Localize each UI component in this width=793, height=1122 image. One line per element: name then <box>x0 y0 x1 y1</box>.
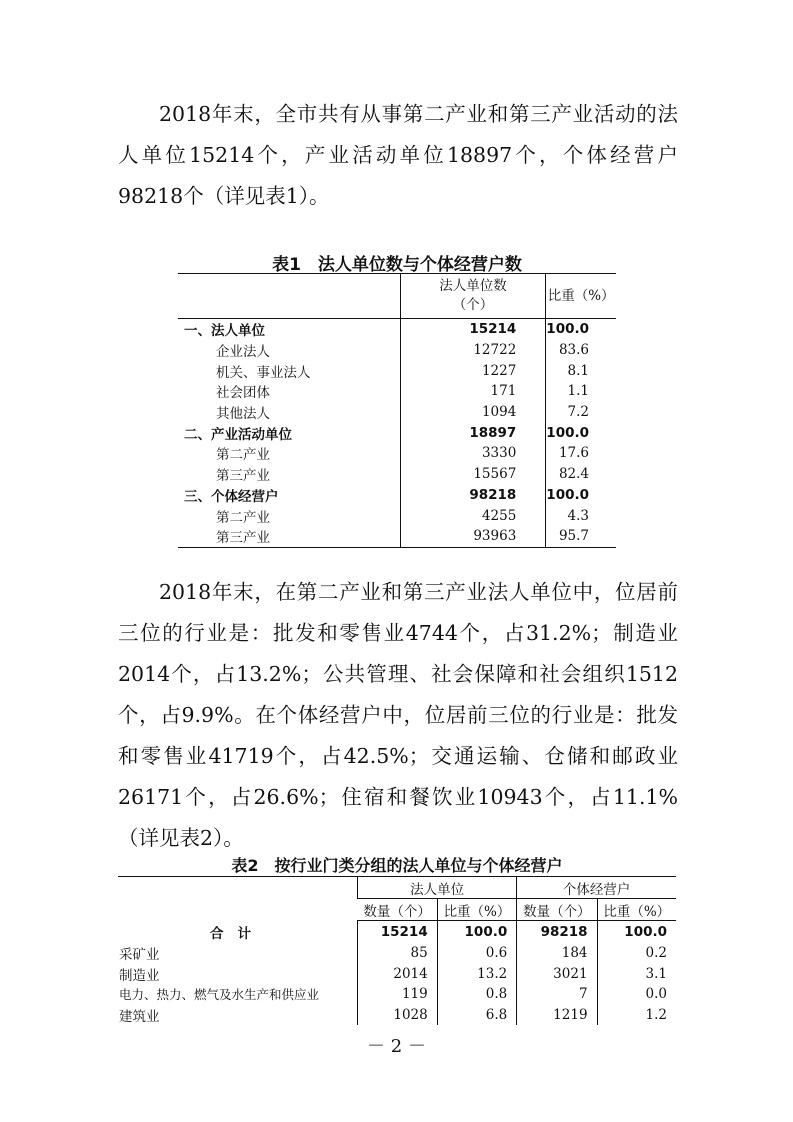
row-label: 合计 <box>210 925 265 942</box>
table2-group-legal-units: 法人单位 <box>358 877 517 899</box>
row-count: 93963 <box>400 526 546 547</box>
table1-row <box>178 340 616 361</box>
table1-row <box>178 381 616 402</box>
row-count: 15214 <box>400 319 546 340</box>
row-share: 82.4 <box>546 464 616 485</box>
row-label: 采矿业 <box>119 947 160 964</box>
row-label: 第三产业 <box>216 468 270 485</box>
row-share: 100.0 <box>546 485 616 506</box>
table1-header-row <box>178 274 616 319</box>
row-value: 7 <box>517 984 597 1005</box>
table2-caption: 表2 按行业门类分组的法人单位与个体经营户 <box>231 856 563 875</box>
page-number: － 2 － <box>367 1036 426 1057</box>
row-label: 第二产业 <box>216 509 270 526</box>
row-share: 7.2 <box>546 402 616 423</box>
table2-row <box>118 964 676 985</box>
row-value: 15214 <box>358 921 438 944</box>
row-value: 0.8 <box>437 984 517 1005</box>
table1-row <box>178 505 616 526</box>
row-share: 100.0 <box>546 422 616 443</box>
row-label: 制造业 <box>119 967 160 984</box>
table1-header-count-line1: 法人单位数 <box>439 278 507 294</box>
row-value: 0.6 <box>437 943 517 964</box>
row-label: 企业法人 <box>216 344 270 361</box>
table2-row <box>118 984 676 1005</box>
table1-row <box>178 526 616 547</box>
row-value: 1.2 <box>597 1005 676 1026</box>
row-value: 100.0 <box>437 921 517 944</box>
table1-row <box>178 402 616 423</box>
row-count: 12722 <box>400 340 546 361</box>
table2-sub-header: 数量（个） <box>517 899 597 921</box>
row-label: 建筑业 <box>119 1008 160 1025</box>
row-label: 第二产业 <box>216 447 270 464</box>
table1-row <box>178 443 616 464</box>
row-count: 4255 <box>400 505 546 526</box>
table2-total-row <box>118 921 676 944</box>
row-label: 其他法人 <box>216 406 270 423</box>
table1-row <box>178 422 616 443</box>
row-value: 2014 <box>358 964 438 985</box>
table2-sub-header: 数量（个） <box>358 899 438 921</box>
row-share: 17.6 <box>546 443 616 464</box>
row-value: 1028 <box>358 1005 438 1026</box>
row-share: 95.7 <box>546 526 616 547</box>
row-value: 1219 <box>517 1005 597 1026</box>
row-label: 一、法人单位 <box>184 323 265 340</box>
row-value: 100.0 <box>597 921 676 944</box>
row-count: 171 <box>400 381 546 402</box>
table1 <box>178 273 616 548</box>
row-share: 1.1 <box>546 381 616 402</box>
row-label: 第三产业 <box>216 530 270 547</box>
row-label: 二、产业活动单位 <box>184 426 292 443</box>
table2-header-blank <box>118 877 358 921</box>
row-value: 13.2 <box>437 964 517 985</box>
row-share: 83.6 <box>546 340 616 361</box>
table1-header-count <box>400 274 546 319</box>
row-label: 机关、事业法人 <box>216 364 311 381</box>
row-label: 电力、热力、燃气及水生产和供应业 <box>119 987 320 1003</box>
row-value: 0.0 <box>597 984 676 1005</box>
table1-header-count-line2: （个） <box>452 297 494 313</box>
row-count: 98218 <box>400 485 546 506</box>
table1-caption: 表1 法人单位数与个体经营户数 <box>272 255 522 275</box>
table2-group-individual: 个体经营户 <box>517 877 676 899</box>
row-value: 0.2 <box>597 943 676 964</box>
row-share: 8.1 <box>546 360 616 381</box>
row-count: 1227 <box>400 360 546 381</box>
paragraph-industry-ranking: 2018年末，在第二产业和第三产业法人单位中，位居前三位的行业是：批发和零售业4744个，占31.2%；制造业2014个，占13.2%；公共管理、社会保障和社会组织1512个，占9.9%。在个体经营户中，位居前三位的行业是：批发和零售业41719个，占42.5%；交通运输、仓储和邮政业26171个，占26.6%；住宿和餐饮业10943个，占11.1%（详见表2）。 <box>118 580 678 850</box>
row-label: 三、个体经营户 <box>184 488 279 505</box>
paragraph-summary: 2018年末，全市共有从事第二产业和第三产业活动的法人单位15214个，产业活动单位18897个，个体经营户98218个（详见表1）。 <box>118 102 678 208</box>
table2-sub-header: 比重（%） <box>597 899 676 921</box>
table1-row <box>178 360 616 381</box>
row-value: 98218 <box>517 921 597 944</box>
table2-row <box>118 943 676 964</box>
row-share: 4.3 <box>546 505 616 526</box>
row-count: 3330 <box>400 443 546 464</box>
row-value: 3021 <box>517 964 597 985</box>
row-label: 社会团体 <box>216 385 270 402</box>
table2-row <box>118 1005 676 1026</box>
table2 <box>118 876 676 1025</box>
row-count: 15567 <box>400 464 546 485</box>
row-value: 184 <box>517 943 597 964</box>
table1-header-blank <box>178 274 400 319</box>
row-count: 18897 <box>400 422 546 443</box>
row-share: 100.0 <box>546 319 616 340</box>
row-value: 85 <box>358 943 438 964</box>
table1-row <box>178 464 616 485</box>
table1-row <box>178 319 616 340</box>
table2-sub-header: 比重（%） <box>437 899 517 921</box>
row-value: 3.1 <box>597 964 676 985</box>
row-count: 1094 <box>400 402 546 423</box>
row-value: 6.8 <box>437 1005 517 1026</box>
row-value: 119 <box>358 984 438 1005</box>
table1-header-share: 比重（%） <box>546 274 616 319</box>
table1-row <box>178 485 616 506</box>
table2-group-header-row <box>118 877 676 899</box>
